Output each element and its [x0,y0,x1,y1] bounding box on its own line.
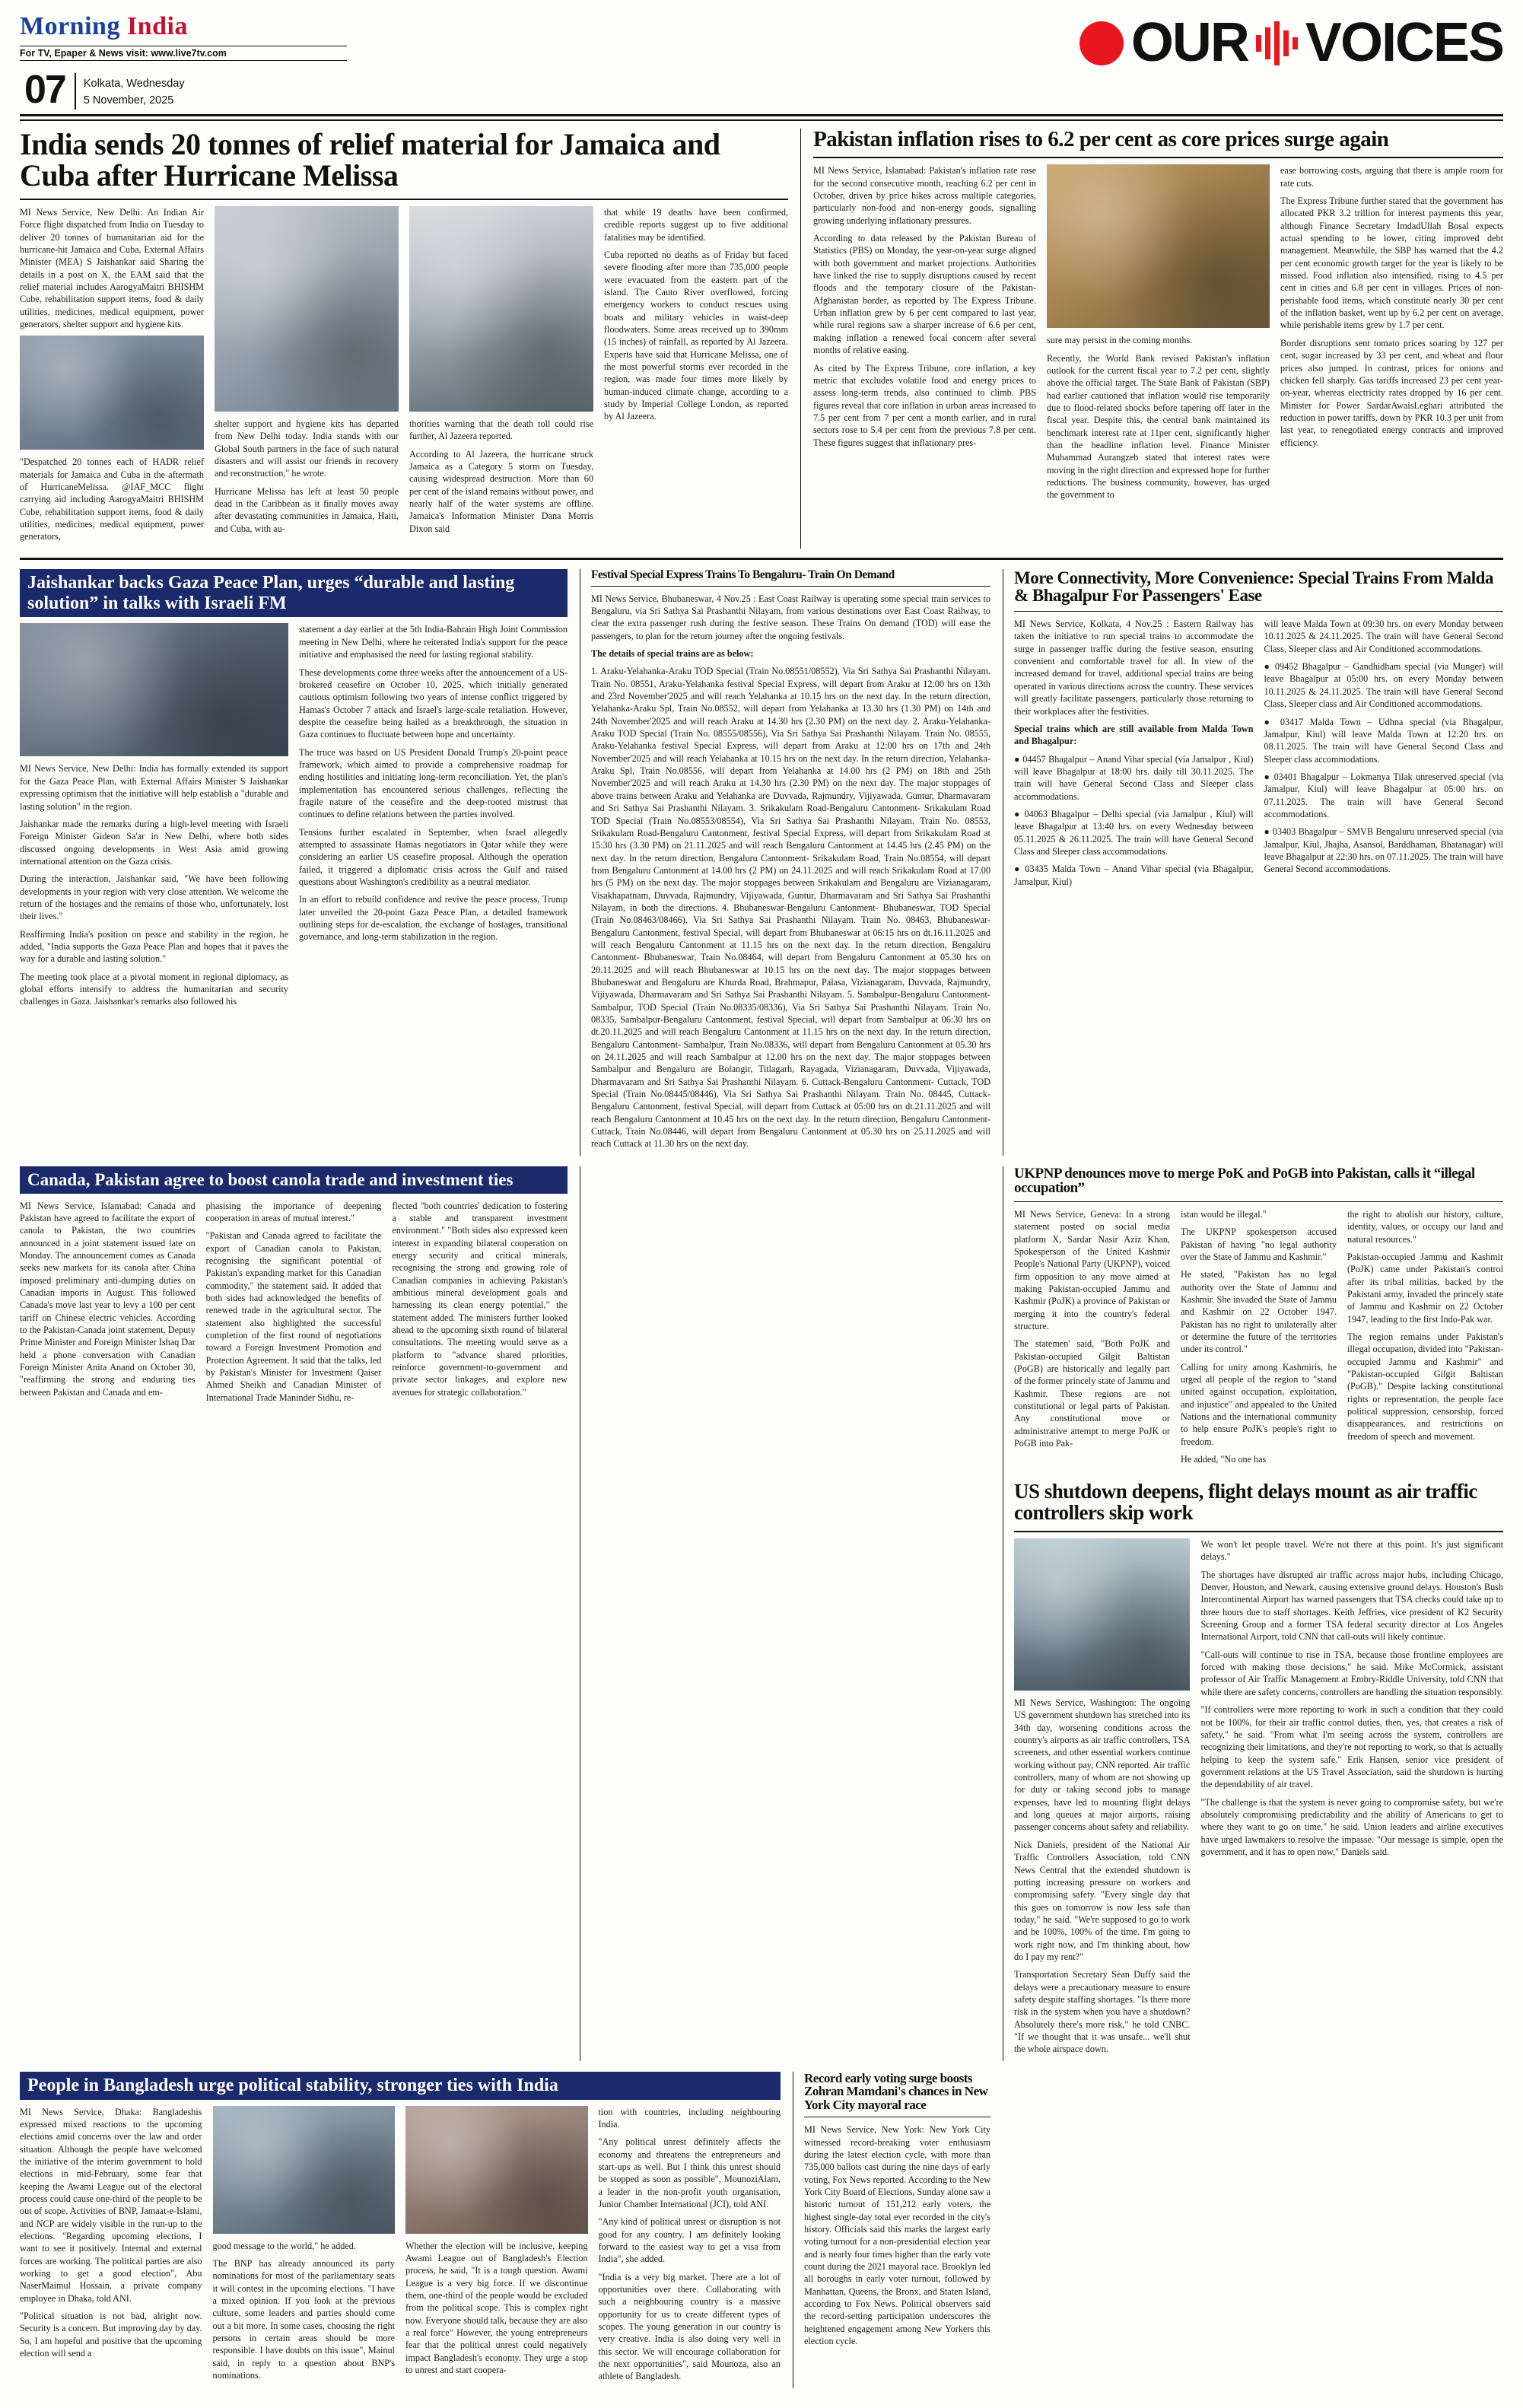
lead-para: shelter support and hygiene kits has departed from New Delhi today. India stands with our Global South partners in the face of such natural disasters and will assist our friends in recovery and reconstruction," he wrote. [215,418,399,479]
connectivity-para: ● 03401 Bhagalpur – Lokmanya Tilak unreserved special (via Jamalpur, Kiul) will leave Bhagalpur at 05:00 hrs. on 07.11.2025. The train will have General Second accommodations. [1264,771,1503,819]
jaishankar-story [20,569,568,1156]
pok-story [1003,1166,1503,2061]
mamdani-story [793,2072,990,2388]
bangladesh-col-2 [213,2106,396,2388]
pok-para: Calling for unity among Kashmiris, he urged all people of the region to "stand united against occupation, exploitation, and injustice" and appealed to the United Nations and the international community to help ensure PoJK's people's right to freedom. [1181,1361,1337,1447]
publication-title-accent: India [126,12,188,40]
shutdown-para: We won't let people travel. We're not there at this point. It's just significant delays." [1200,1539,1503,1563]
pok-col-2 [1181,1208,1337,1471]
audio-wave-icon [1256,21,1298,65]
shutdown-media-col [1014,1538,1190,2061]
pakistan-col-1 [813,164,1036,506]
pok-para: The UKPNP spokesperson accused Pakistan of having "no legal authority over the State of Jammu and Kashmir." [1181,1226,1337,1262]
lead-para: "Despatched 20 tonnes each of HADR relief materials for Jamaica and Cuba in the aftermath of HurricaneMelissa. @IAF_MCC flight carrying aid including AarogyaMaitri BHISHM Cube, rehabilitation support items, food & daily utilities, medicines, medical equipment, power generators, [20,456,204,542]
festival-trains-headline: Festival Special Express Trains To Bengaluru- Train On Demand [591,568,895,581]
trains-para: MI News Service, Bhubaneswar, 4 Nov.25 : East Coast Railway is operating some special train services to Bengaluru, via Sri Sathya Sai Prashanthi Nilayam, from various destinations over East Coast Railway, to clear the extra passenger rush during the festive season. These Trains On demand (TOD) will ease the passengers, to plan for the return journey after the ongoing festivals. [591,593,990,641]
pok-para: He added, "No one has [1181,1454,1267,1465]
jaishankar-para: Tensions further escalated in September, when Israel allegedly attempted to assassinate Hamas negotiators in Qatar while they were considering an earlier US ceasefire proposal. Although the operation failed, it triggered a diplomatic crisis across the Gulf and raised questions about Washington's credibility as a neutral mediator. [299,826,568,887]
lead-columns [20,206,788,549]
bangladesh-col-1 [20,2106,202,2388]
jaishankar-para: statement a day earlier at the 5th India-Bahrain High Joint Commission meeting in New Delhi, where he reiterated India's support for the peace initiative and emphasised the need for lasting regional stability. [299,624,568,660]
lead-headline: India sends 20 tonnes of relief material for Jamaica and Cuba after Hurricane Melissa [20,126,720,192]
jaishankar-col-1 [20,623,288,1013]
pakistan-para: Border disruptions sent tomato prices soaring by 127 per cent, sugar increased by 33 per cent, and wheat and flour prices also jumped. In contrast, prices for onions and chicken fell sharply. Gas tariffs increased 23 per cent year-on-year, whereas electricity rates dropped by 16 per cent. Minister for Power SardarAwaisLeghari attributed the reduction in power tariffs, down by PKR 10.3 per unit from last year, to renegotiated energy contracts and improved efficiency. [1280,337,1503,448]
connectivity-para: ● 09452 Bhagalpur – Gandhidham special (via Munger) will leave Bhagalpur at 05:00 hrs. on every Monday between 10.11.2025 & 24.11.2025. The train will have General Second Class, Sleeper class and Air Conditioned accommodations. [1264,661,1503,710]
connectivity-para: MI News Service, Kolkata, 4 Nov.25 : Eastern Railway has taken the initiative to run special trains to accommodate the surge in passenger traffic during the festive season, ensuring convenient and comfortable travel for all. In view of the increased demand for travel, additional special trains are being operated in various directions across the country. These services will greatly facilitate passengers, particularly those returning to their workplaces after the festivities. [1014,619,1254,717]
connectivity-headline: More Connectivity, More Convenience: Special Trains From Malda & Bhagalpur For Passengers' Ease [1014,568,1493,606]
jaishankar-para: During the interaction, Jaishankar said, "We have been following developments in your region with very close attention. We welcome the return of the hostages and the remains of those who, unfortunately, lost their lives." [20,873,288,922]
jaishankar-para: The truce was based on US President Donald Trump's 20-point peace framework, which aimed to provide a comprehensive roadmap for ending hostilities and initiating long-term reconciliation. Yet, the plan's implementation has encountered serious challenges, reflecting the fragile nature of the ceasefire and the deep-rooted mistrust that continues to define relations between the parties involved. [299,746,568,820]
masthead-rule [20,119,1503,121]
lead-para: Cuba reported no deaths as of Friday but faced severe flooding after more than 735,000 people were evacuated from the eastern part of the island. The Cauto River overflowed, forcing emergency workers to conduct rescues using boats and military vehicles in waist-deep floodwaters. Some areas received up to 390mm (15 inches) of rainfall, as reported by Al Jazeera. Experts have said that Hurricane Melissa, one of the most powerful storms ever recorded in the region, was made four times more likely by human-induced climate change, according to a study by Imperial College London, as reported by Al Jazeera. [604,249,788,422]
pakistan-para: ease borrowing costs, arguing that there is ample room for rate cuts. [1280,165,1503,189]
bangladesh-para: tion with countries, including neighbouring India. [598,2106,781,2130]
festival-trains-story [580,569,990,1156]
lead-para: thorities warning that the death toll could rise further, Al Jazeera reported. [409,418,593,442]
connectivity-para: will leave Malda Town at 09:30 hrs. on every Monday between 10.11.2025 & 24.11.2025. The train will have General Second Class, Sleeper class and Air Conditioned accommodations. [1264,619,1503,654]
canada-para: flected "both countries' dedication to fostering a stable and transparent investment environment." "Both sides also expressed keen interest in expanding bilateral cooperation on energy security and critical minerals, recognising the strong and growing role of Canadian companies in achieving Pakistan's ambitious mineral development goals and harnessing its clean energy potential," the statement added. The ministers further looked ahead to the upcoming sixth round of bilateral consultations. The meeting would serve as a platform to "advance shared priorities, reinforce government-to-government and private sector linkages, and explore new avenues for strategic collaboration." [392,1200,568,1398]
pakistan-para: According to data released by the Pakistan Bureau of Statistics (PBS) on Monday, the year-on-year surge aligned with both government and market projections. Authorities have linked the rise to supply disruptions caused by recent floods and the temporary closure of the Pakistan-Afghanistan border, as reported by The Express Tribune. Urban inflation grew by 6 per cent compared to last year, while rural regions saw a sharper increase of 6.6 per cent, making inflation a renewed focal concern after several months of relative easing. [813,233,1036,356]
pakistan-columns [813,164,1503,506]
pakistan-para: The Express Tribune further stated that the government has allocated PKR 3.2 trillion for interest payments this year, although Finance Secretary ImdadUllah Bosal expects actual spending to be lower, citing improved debt management. Meanwhile, the SBP has warned that the 4.2 per cent economic growth target for the year is likely to be missed. Food inflation also intensified, rising to 4.5 per cent in cities and 6.8 per cent in villages. Prices of non-perishable food items, which constitute nearly 30 per cent of the inflation basket, went up by 6.2 per cent on average, while perishable items grew by 1.7 per cent. [1280,196,1503,331]
pakistan-para: As cited by The Express Tribune, core inflation, a key metric that excludes volatile food and energy prices to assess long-term trends, also continued to climb. PBS figures reveal that core inflation in urban areas increased to 7.5 per cent from 7 per cent a month earlier, and in rural sectors rose to 5.4 per cent from the previous 7.8 per cent. These figures suggest that inflationary pres- [813,362,1036,448]
masthead-brand [20,14,385,110]
connectivity-para: ● 04063 Bhagalpur – Delhi special (via Jamalpur , Kiul) will leave Bhagalpur at 13:40 hrs. on every Wednesday between 05.11.2025 & 26.11.2025. The train will have General Second Class and Sleeper class accommodations. [1014,808,1254,857]
jaishankar-photo-handshake [20,623,288,756]
publication-subtitle: For TV, Epaper & News visit: www.live7tv.com [20,46,347,61]
bangladesh-para: Whether the election will be inclusive, keeping Awami League out of Bangladesh's Election process, he said, "It is a tough question. Awami League is a very big force. If we discontinue them, one-third of the people would be excluded from the political scope. This is complex right now. Everyone should talk, because they are also a real force" However, the young entrepreneurs fear that the political unrest could negatively impact Bangladesh's economy. They urge a stop to unrest and start coopera- [405,2240,588,2375]
shutdown-para: "The challenge is that the system is never going to compromise safety, but we're absolutely compromising predictability and the ability of Americans to get to where they want to go on time," he said. Union leaders and airline executives have urged lawmakers to resolve the impasse. "Our message is simple, open the government, and it has to open now," Daniels said. [1200,1796,1503,1857]
jaishankar-para: Reaffirming India's position on peace and stability in the region, he added, "India supports the Gaza Peace Plan and hopes that it paves the way for a durable and lasting solution." [20,928,288,965]
page-number: 07 [24,68,65,112]
pakistan-para: Recently, the World Bank revised Pakistan's inflation outlook for the current fiscal year to 7.2 per cent, slightly above the official target. The State Bank of Pakistan (SBP) had earlier cautioned that inflation would rise temporarily due to flood-related shocks before tapering off later in the fiscal year. Despite this, the central bank maintained its benchmark interest rate at 11per cent, significantly higher than the headline inflation level. Finance Minister Muhammad Aurangzeb stated that interest rates were moving in the right direction and expressed hope for further reductions. The business community, however, has urged the government to [1047,352,1270,501]
bangladesh-photo-interview-2 [405,2106,588,2234]
bottom-band [20,2072,1503,2388]
pakistan-inflation-story [800,126,1503,549]
lead-para: Hurricane Melissa has left at least 50 people dead in the Caribbean as it finally moves away after devastating communities in Jamaica, Haiti, and Cuba, with au- [215,485,399,534]
top-stories [20,126,1503,549]
shutdown-col-2 [1200,1538,1503,2061]
connectivity-para: ● 03417 Malda Town – Udhna special (via Bhagalpur, Jamalpur, Kiul) will leave Malda Town at 12:20 hrs. on 08.11.2025. The train will have General Second Class and Sleeper class accommodations. [1264,716,1503,765]
lead-para: MI News Service, New Delhi: An Indian Air Force flight dispatched from India on Tuesday to deliver 20 tonnes of humanitarian aid for the hurricane-hit Jamaica and Cuba, External Affairs Minister (MEA) S Jaishankar said Sharing the details in a post on X, the EAM said that the relief material includes AarogyaMaitri BHISHM Cube, rehabilitation support items, food & daily utilities, medicines, medical equipment, power generators, shelter support and hygiene kits. [20,206,204,329]
bottom-right-spacer [1003,2072,1503,2388]
lead-col-1 [20,206,204,549]
pakistan-para: sure may persist in the coming months. [1047,335,1193,346]
bangladesh-para: "India is a very big market. There are a lot of opportunities over there. Collaborating with such a neighbouring country is a massive opportunity for us to create different types of scopes. The young generation in our country is very creative. India is also doing very well in this sector. We will encourage collaboration for the next opportunities", said Mounoza, also an athlete of Bangladesh. [598,2271,781,2382]
pok-para: He stated, "Pakistan has no legal authority over the State of Jammu and Kashmir. She invaded the State of Jammu and Kashmir on 22 October 1947. Pakistan has no right to unilaterally alter or determine the future of the territories under its control." [1181,1269,1337,1355]
logo-text-our: OUR [1130,12,1248,74]
connectivity-story [1003,569,1503,1156]
bangladesh-col-3 [405,2106,588,2388]
our-voices-logo [1079,12,1503,74]
bangladesh-headline: People in Bangladesh urge political stability, stronger ties with India [20,2072,781,2100]
shutdown-para: Nick Daniels, president of the National Air Traffic Controllers Association, told CNN News Central that the extended shutdown is putting increasing pressure on workers and compromising safety. "Every single day that this goes on tomorrow is now less safe than today," he said. "We're supposed to go to work and be 100%, 100% of the time. I'm going to work right now, and I'm thinking about, how do I pay my rent?" [1014,1839,1191,1962]
jaishankar-col-2 [299,623,568,1013]
issue-info [75,73,185,110]
red-circle-icon [1079,21,1124,65]
canada-para: phasising the importance of deepening cooperation in areas of mutual interest." [205,1200,382,1223]
trains-para: 1. Araku-Yelahanka-Araku TOD Special (Train No.08551/08552), Via Sri Sathya Sai Prashanthi Nilayam. Train No. 08551, Araku-Yelahanka festival Special Express, will depart from Araku at 12:00 hrs on 13th and 23rd November'2025 and will reach Yelahanka at 10.15 hrs on the next day. In the return direction, Yelahanka-Araku Spl, Train No.08552, will depart from Yelahanka at 13.30 hrs (1.30 PM) on 14th and 24th November'2025 and will reach Araku at 14.30 hrs (2.30 PM) on the next day. 2. Araku-Yelahanka-Araku TOD Special (Train No. 08555/08556), Via Sri Sathya Sai Prashanthi Nilayam. Train No. 08555, Araku-Yelahanka festival Special Express, will depart from Araku at 12:00 hrs on 17th and 24th November'2025 and will reach Yelahanka at 10.15 hrs on the next day. In the return direction, Yelahanka-Araku Spl, Train No.08556, will depart from Yelahanka at 14.00 hrs (2 PM) on 18th and 25th November'2025 and will reach Araku at 14.30 hrs (2.30 PM) on the next day. The major stoppages of above trains between Araku and Yelahanka are Duvvada, Rajmundry, Vijiyawada, Guntur, Dharmavaram and Sri Sathya Sai Prashanthi Nilayam. 3. Srikakulam Road-Bengaluru Cantonment- Srikakulam Road TOD Special (Train No.08553/08554), Via Sri Sathya Sai Prashanthi Nilayam. Train No. 08553, Srikakulam Road-Bengaluru Cantonment, festival Special Express, will depart from Srikakulam Road at 15:30 hrs (3.30 PM) on 21.11.2025 and will reach Bengaluru Cantonment at 14.45 hrs (2.45 PM) on the next day. In the return direction, Bengaluru Cantonment- Srikakulam Road, Train No.08554, will depart from Bengaluru Cantonment at 14.00 hrs (2 PM) on 24.11.2025 and will reach Srikakulam Road at 17.00 hrs (5 PM) on the next day. The major stoppages between Srikakulam and Bengaluru are Vizianagaram, Visakhapatnam, Duvvada, Rajmundry, Vijiyawada, Guntur, Dharmavaram and Sri Sathya Sai Prashanthi Nilayam, in both the directions. 4. Bhubaneswar-Bengaluru Cantonment- Bhubaneswar, TOD Special (Train No.08463/08466), Via Sri Sathya Sai Prashanthi Nilayam. Train No. 08463, Bhubaneswar-Bengaluru Cantonment, festival Special, will depart from Bhubaneswar at 06:15 hrs on dt.16.11.2025 and will reach Bengaluru Cantonment at 11.15 hrs on the next day. In the return direction, Bengaluru Cantonment- Bhubaneswar, Train No.08464, will depart from Bengaluru Cantonment at 05.30 hrs on 20.11.2025 and will reach Bhubaneswar at 10.15 hrs on the next day. The major stoppages between Bhubaneswar and Bengaluru are Khurda Road, Brahmapur, Palasa, Vizianagaram, Duvvada, Rajmundry, Vijiyawada, Dharmavaram and Sri Sathya Sai Prashanthi Nilayam. 5. Sambalpur-Bengaluru Cantonment- Sambalpur, TOD Special (Train No.08335/08336), Via Sri Sathya Sai Prashanthi Nilayam. Train No. 08335, Sambalpur-Bengaluru Cantonment, festival Special, will depart from Sambalpur at 06:30 hrs on dt.20.11.2025 and will reach Bengaluru Cantonment at 11.15 hrs on the next day. In the return direction, Bengaluru Cantonment- Sambalpur, Train No.08336, will depart from Bengaluru Cantonment at 05.30 hrs on 24.11.2025 and will reach Sambalpur at 12.00 hrs on the next day. The major stoppages between Sambalpur and Bengaluru are Bolangir, Titlagarh, Rayagada, Vizianagaram, Duvvada, Vijiyawada, Dharmavaram and Sri Sathya Sai Prashanthi Nilayam. 6. Cuttack-Bengaluru Cantonment- Cuttack, TOD Special (Train No.08445/08446), Via Sri Sathya Sai Prashanthi Nilayam. Train No. 08445, Cuttack-Bengaluru Cantonment, festival Special, will depart from Cuttack at 05:00 hrs on dt.21.11.2025 and will reach Bengaluru Cantonment at 10.45 hrs on the next day. In the return direction, Bengaluru Cantonment- Cuttack, Train No.08446, will depart from Bengaluru Cantonment at 05.30 hrs on 25.11.2025 and will reach Cuttack at 11.30 hrs on the next day. [591,666,990,1150]
mamdani-body [804,2123,990,2347]
pok-para: The statemen' said, "Both PoJK and Pakistan-occupied Gilgit Baltistan (PoGB) are historically and legally part of the former princely state of Jammu and Kashmir. These regions are not constitutional or legal parts of Pakistan. Any constitutional move or administrative attempt to merge PoJK or PoGB into Pak- [1014,1338,1170,1449]
pakistan-headline: Pakistan inflation rises to 6.2 per cent as core prices surge again [813,126,1389,151]
lead-story [20,126,788,549]
issue-city: Kolkata, Wednesday [83,78,185,90]
pakistan-para: MI News Service, Islamabad: Pakistan's inflation rate rose for the second consecutive month, reaching 6.2 per cent in October, driven by price hikes across multiple categories, particularly non-food and non-energy goods, signalling growing underlying inflationary pressures. [813,165,1036,226]
canada-para: MI News Service, Islamabad: Canada and Pakistan have agreed to facilitate the export of canola to Pakistan, the two countries announced in a joint statement issued late on Monday. The announcement comes as Canada seeks new markets for its canola after China imposed preliminary anti-dumping duties on Canadian imports in August. This followed Canada's move last year to levy a 100 per cent tariff on Chinese electric vehicles. According to the Pakistan-Canada joint statement, Deputy Prime Minister and Foreign Minister Ishaq Dar held a phone conversation with Canadian Foreign Minister Anita Anand on October 30, "reaffirming the strong and enduring ties between Pakistan and Canada and em- [20,1200,196,1398]
jaishankar-headline: Jaishankar backs Gaza Peace Plan, urges “durable and lasting solution” in talks with Israeli FM [20,569,568,618]
bangladesh-story [20,2072,781,2388]
shutdown-headline: US shutdown deepens, flight delays mount as air traffic controllers skip work [1014,1480,1477,1525]
issue-date: 5 November, 2025 [83,94,174,107]
bangladesh-para: "Any kind of political unrest or disruption is not good for any country. I am definitely looking forward to the easiest way to get a visa from India", she added. [598,2216,781,2265]
publication-title [20,14,385,40]
mamdani-para: MI News Service, New York: New York City witnessed record-breaking voter enthusiasm during the latest election cycle, with more than 735,000 ballots cast during the nine days of early voting, Fox News reported. According to the New York City Board of Elections, Sunday alone saw a historic turnout of 151,212 early voters, the highest single-day total ever recorded in the city's history. Officials said this marks the largest early voting turnout for a non-presidential election year and is nearly four times higher than the early vote count during the 2021 mayoral race. Brooklyn led all boroughs in early voter turnout, followed by Manhattan, Queens, the Bronx, and Staten Island, according to Fox News. Political observers said the record-setting participation underscores the heightened engagement among New Yorkers this election cycle. [804,2124,990,2347]
canada-col-1 [20,1200,196,1410]
canada-headline: Canada, Pakistan agree to boost canola trade and investment ties [20,1166,568,1194]
pok-col-1 [1014,1208,1170,1471]
lead-para: that while 19 deaths have been confirmed, credible reports suggest up to five additional fatalities may be identified. [604,206,788,243]
connectivity-para: ● 03403 Bhagalpur – SMVB Bengaluru unreserved special (via Jamalpur, Kiul, Jhajha, Asansol, Barddhaman, Bhatanagar) will leave Bhagalpur at 22:30 hrs. on 07.11.2025. The train will have General Second accommodations. [1264,826,1503,875]
third-band [20,1166,1503,2061]
connectivity-col-2 [1264,618,1504,893]
shutdown-para: The shortages have disrupted air traffic across major hubs, including Chicago, Denver, Houston, and Newark, causing extensive ground delays. Houston's Bush Intercontinental Airport has warned passengers that TSA checks could take up to three hours due to staff shortages. Keith Jeffries, vice president of K2 Security Screening Group and a former TSA federal security director at Los Angeles International Airport, told CNN that call-outs will likely continue. [1200,1569,1503,1643]
lead-photo-aircraft-cargo [409,206,593,412]
pakistan-col-2 [1047,164,1270,506]
lead-col-3 [409,206,593,549]
jaishankar-para: In an effort to rebuild confidence and revive the peace process, Trump later unveiled the 20-point Gaza Peace Plan, a detailed framework outlining steps for de-escalation, the exchange of hostages, transitional governance, and long-term stabilization in the region. [299,894,568,943]
shutdown-para: "If controllers were more reporting to work in such a condition that they could not be 100%, for their air traffic control duties, then, yes, that creates a risk of safety," he said. "From what I'm seeing across the system, controllers are recognizing their limitations, and they're not reporting to work, so that is actually helping to keep the system safe." Erik Hansen, senior vice president of government relations at the US Travel Association, said the shutdown is hurting the dependability of air travel. [1200,1704,1503,1790]
pok-col-3 [1347,1208,1503,1471]
bangladesh-para: The BNP has already announced its party nominations for most of the parliamentary seats it will contest in the upcoming elections. "I have a mixed opinion. If you look at the previous culture, some leaders and parties should come out a bit more. In some cases, choosing the right persons in certain areas should be more responsible. I have doubts on this issue", Mainul said, in reply to a question about BNP's nominations. [212,2257,395,2381]
pok-para: Pakistan-occupied Jammu and Kashmir (PoJK) came under Pakistan's control after its tribal militias, backed by the Pakistani army, invaded the princely state of Jammu and Kashmir on 22 October 1947, leading to the first Indo-Pak war. [1347,1251,1503,1325]
logo-text-voices: VOICES [1305,12,1503,74]
canada-col-2 [206,1200,382,1410]
pok-para: the right to abolish our history, culture, identity, values, or occupy our land and natural resources." [1347,1208,1503,1245]
connectivity-col-1 [1014,618,1254,893]
trains-subhead: The details of special trains are as below: [591,648,754,660]
festival-trains-body [591,593,990,1150]
shutdown-para: Transportation Secretary Sean Duffy said the delays were a precautionary measure to ensure safety despite staffing shortages. "Is there more risk in the system when you have a shutdown? Absolutely there's more risk," he told CNBC. "If we thought that it was unsafe... we'll shut the whole airspace down. [1014,1969,1191,2055]
lead-photo-relief-boxes [215,206,399,412]
pok-headline: UKPNP denounces move to merge PoK and PoGB into Pakistan, calls it “illegal occupation” [1014,1165,1475,1197]
bangladesh-para: MI News Service, Dhaka: Bangladeshis expressed mixed reactions to the upcoming elections amid concerns over the law and order situation. Although the people have welcomed the initiative of the interim government to hold elections in mid-February, some fear that keeping the Awami League out of the electoral process could cause one-third of the people to be out of scope. Activities of BNP, Jamaat-e-Islami, and NCP are widely visible in the run-up to the elections. "Regarding upcoming elections, I want to see it positively. Internal and external forces are working. The political parties are also working to get a good election", Abu NaserMaimul Hossain, a private company employee in Dhaka, told ANI. [20,2106,202,2304]
pok-para: The region remains under Pakistan's illegal occupation, divided into "Pakistan-occupied Jammu and Kashmir" and "Pakistan-occupied Gilgit Baltistan (PoGB)." Despite lacking constitutional rights or representation, the people face political suppression, censorship, forced disappearances, and restrictions on freedom of speech and movement. [1347,1331,1504,1442]
canada-para: "Pakistan and Canada agreed to facilitate the export of Canadian canola to Pakistan, recognising the significant potential of Pakistan's expanding market for this Canadian commodity," the statement said. It added that both sides had acknowledged the benefits of renewed trade in the agricultural sector. The statement also highlighted the successful completion of the first round of negotiations toward a Foreign Investment Promotion and Protection Agreement. It said that the talks, led by Pakistan's Minister for Investment Qaiser Ahmed Sheikh and Canadian Minister of International Trade Maninder Sidhu, re- [205,1230,382,1403]
pok-para: istan would be illegal." [1181,1208,1267,1220]
bangladesh-col-4 [599,2106,781,2388]
canada-col-3 [392,1200,568,1410]
bangladesh-para: good message to the world," he added. [212,2240,356,2251]
second-band [20,569,1503,1156]
pakistan-col-3 [1280,164,1503,506]
pok-para: MI News Service, Geneva: In a strong statement posted on social media platform X, Sardar Nasir Aziz Khan, Spokesperson of the United Kashmir People's National Party (UKPNP), voiced firm opposition to any move aimed at making Pakistan-occupied Jammu and Kashmir (PoJK) a province of Pakistan or merging it into the country's federal structure. [1014,1208,1170,1332]
bangladesh-para: "Political situation is not bad, alright now. Security is a concern. But improving day by day. So, I am hopeful and positive that the upcoming election will send a [20,2311,202,2359]
mamdani-headline: Record early voting surge boosts Zohran Mamdani's chances in New York City mayoral race [804,2070,988,2112]
connectivity-para: ● 04457 Bhagalpur – Anand Vihar special (via Jamalpur , Kiul) will leave Bhagalpur at 18:00 hrs. daily till 30.11.2025. The train will have General Second Class and Sleeper class accommodations. [1014,753,1254,802]
lead-para: According to Al Jazeera, the hurricane struck Jamaica as a Category 5 storm on Tuesday, causing widespread destruction. More than 60 per cent of the island remains without power, and nearly half of the water systems are offline. Jamaica's Information Minister Dana Morris Dixon said [409,448,593,534]
canada-story [20,1166,568,2061]
lead-col-2 [215,206,399,549]
festival-trains-spacer [580,1166,990,2061]
jaishankar-para: MI News Service, New Delhi: India has formally extended its support for the Gaza Peace Plan, with External Affairs Minister S Jaishankar expressing optimism that the initiative will help establish a "durable and lasting solution" in the region. [20,763,288,812]
bangladesh-photo-interview-1 [213,2106,396,2234]
shutdown-para: MI News Service, Washington: The ongoing US government shutdown has stretched into its 34th day, worsening conditions across the country's airports as air traffic controllers, TSA screeners, and other essential workers continue working without pay, CNN reported. Air traffic controllers, many of whom are not showing up for duty or taking second jobs to manage expenses, have led to mounting flight delays and long queues at major airports, raising passenger concerns about safety and reliability. [1014,1697,1191,1833]
jaishankar-para: These developments come three weeks after the announcement of a US-brokered ceasefire on October 10, 2025, which initially generated cautious optimism following two years of intense conflict triggered by Hamas's October 7 attack and Israel's large-scale retaliation. However, despite the ceasefire being hailed as a breakthrough, the situation in Gaza continues to fluctuate between hope and uncertainty. [299,666,568,740]
pakistan-photo-currency [1047,164,1270,328]
connectivity-subhead: Special trains which are still available from Malda Town and Bhagalpur: [1014,723,1254,747]
shutdown-para: "Call-outs will continue to rise in TSA, because those frontline employees are forced with making those decisions," he said. Mike McCormick, assistant professor of Air Traffic Management at Embry-Riddle University, told CNN that while there are safety concerns, controllers are handling the situation responsibly. [1200,1649,1503,1697]
connectivity-para: ● 03435 Malda Town – Anand Vihar special (via Bhagalpur, Jamalpur, Kiul) [1014,864,1254,887]
publication-title-main: Morning [20,12,120,40]
jaishankar-para: The meeting took place at a pivotal moment in regional diplomacy, as global efforts intensify to address the humanitarian and security challenges in Gaza. Jaishankar's remarks also followed his [20,971,288,1007]
bangladesh-para: "Any political unrest definitely affects the economy and threatens the entrepreneurs and start-ups as well. But I think this unrest should be stopped as soon as possible", MounoziAlam, a leader in the non-profit youth organisation, Junior Chamber International (JCI), told ANI. [598,2136,781,2209]
masthead [20,14,1503,116]
lead-photo [20,336,204,450]
lead-col-4 [604,206,788,549]
shutdown-photo-airplane [1014,1538,1190,1691]
jaishankar-para: Jaishankar made the remarks during a high-level meeting with Israeli Foreign Minister Gideon Sa'ar in New Delhi, where both sides discussed ongoing developments in West Asia amid growing international attention on the Gaza crisis. [20,818,288,867]
